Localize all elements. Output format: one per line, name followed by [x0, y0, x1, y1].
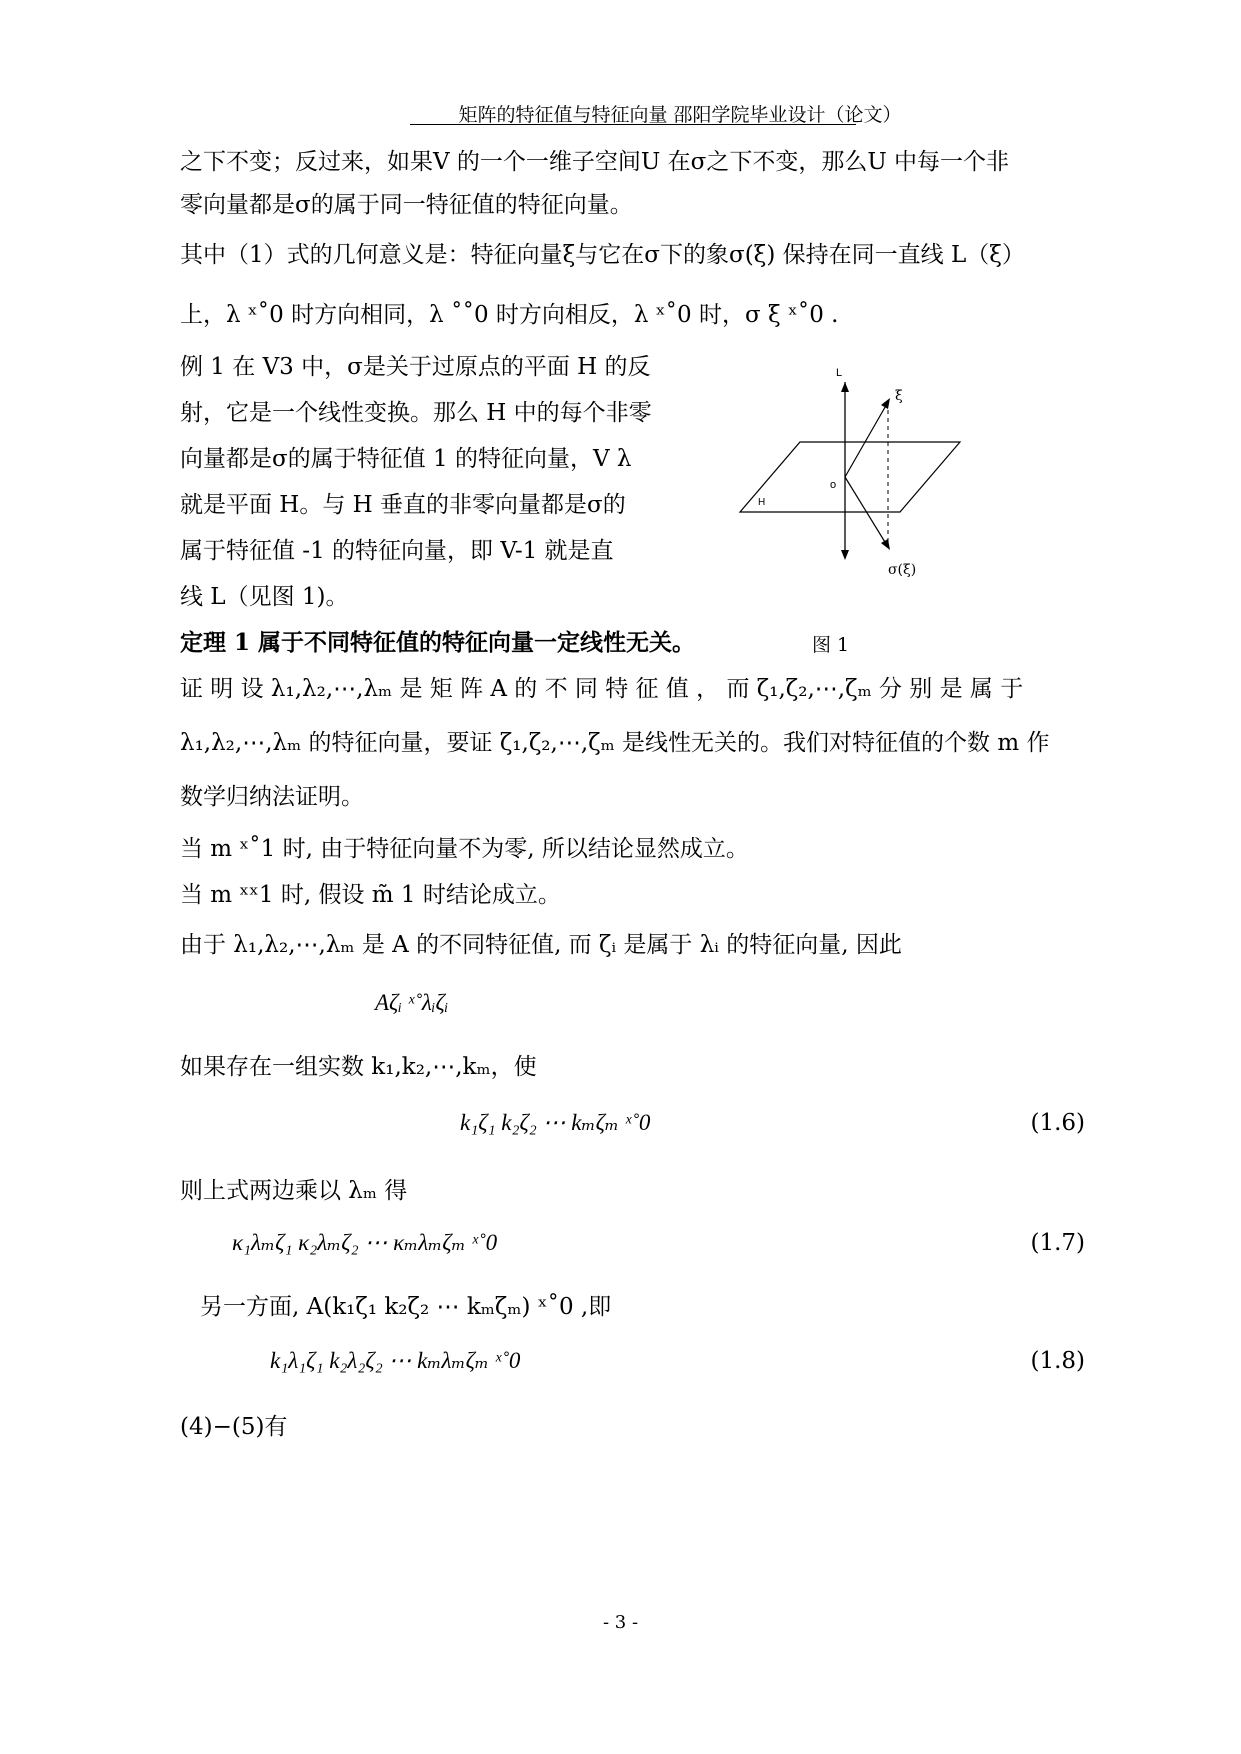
- label-sigma-xi: σ(ξ): [888, 562, 917, 578]
- vector-xi: [845, 402, 888, 477]
- label-l: L: [836, 367, 843, 379]
- text-line: 射，它是一个线性变换。那么 H 中的每个非零: [180, 400, 652, 426]
- text-line: 之下不变；反过来，如果V 的一个一维子空间U 在σ之下不变，那么U 中每一个非: [180, 149, 1010, 175]
- reflection-diagram: [740, 367, 970, 582]
- line-l-arrow-down: [841, 550, 849, 560]
- text-line: 当 m ˣ˚1 时, 由于特征向量不为零, 所以结论显然成立。: [180, 836, 749, 862]
- label-h: H: [758, 497, 766, 508]
- text-line: 属于特征值 -1 的特征向量，即 V-1 就是直: [180, 538, 614, 564]
- text-line: λ₁,λ₂,⋯,λₘ 的特征向量，要证 ζ₁,ζ₂,⋯,ζₘ 是线性无关的。我们对特征值的个数 m 作: [180, 730, 1050, 756]
- figure-caption: 图 1: [812, 634, 850, 656]
- text-line: 另一方面, A(k₁ζ₁ k₂ζ₂ ⋯ kₘζₘ) ˣ˚0 ,即: [200, 1294, 612, 1320]
- label-xi: ξ: [895, 388, 903, 404]
- text-line: 线 L（见图 1)。: [180, 584, 349, 610]
- text-line: 如果存在一组实数 k₁,k₂,⋯,kₘ，使: [180, 1054, 537, 1080]
- text-line: 则上式两边乘以 λₘ 得: [180, 1178, 408, 1204]
- text-line: 就是平面 H。与 H 垂直的非零向量都是σ的: [180, 492, 626, 518]
- proof-line: 证 明 设 λ₁,λ₂,⋯,λₘ 是 矩 阵 A 的 不 同 特 征 值 ， 而 ζ₁,ζ₂,⋯,ζₘ 分 别 是 属 于: [180, 676, 1024, 702]
- text-line: 零向量都是σ的属于同一特征值的特征向量。: [180, 192, 633, 218]
- text-line: 向量都是σ的属于特征值 1 的特征向量，V λ: [180, 446, 632, 472]
- equation-1-8: k₁λ₁ζ₁ k₂λ₂ζ₂ ⋯ kₘλₘζₘ ˣ˚0: [270, 1348, 521, 1373]
- header-underline: [410, 124, 856, 125]
- equation-1-7: κ₁λₘζ₁ κ₂λₘζ₂ ⋯ κₘλₘζₘ ˣ˚0: [232, 1230, 498, 1255]
- equation-1-6: k₁ζ₁ k₂ζ₂ ⋯ kₘζₘ ˣ˚0: [460, 1110, 651, 1135]
- text-line: 上，λ ˣ˚0 时方向相同，λ ˚˚0 时方向相反，λ ˣ˚0 时，σ ξ ˣ˚0 .: [180, 302, 839, 328]
- text-line: 其中（1）式的几何意义是：特征向量ξ与它在σ下的象σ(ξ) 保持在同一直线 L（ξ）: [180, 242, 1025, 268]
- running-header: 矩阵的特征值与特征向量 邵阳学院毕业设计（论文）: [458, 104, 902, 126]
- vector-xi-arrowhead: [881, 398, 890, 409]
- equation-number: (1.7): [1030, 1230, 1085, 1256]
- equation-number: (1.6): [1030, 1110, 1085, 1136]
- text-line: (4)−(5)有: [180, 1414, 288, 1440]
- equation-number: (1.8): [1030, 1348, 1085, 1374]
- text-line: 由于 λ₁,λ₂,⋯,λₘ 是 A 的不同特征值, 而 ζᵢ 是属于 λᵢ 的特征向量, 因此: [180, 932, 902, 958]
- line-l-arrow-up: [841, 382, 849, 392]
- vector-sigma-xi-arrowhead: [881, 539, 890, 550]
- equation-eigen: Aζᵢ ˣ˚λᵢζᵢ: [375, 990, 449, 1015]
- label-origin: o: [830, 479, 837, 491]
- text-line: 当 m ˣˣ1 时, 假设 m̃ 1 时结论成立。: [180, 882, 561, 908]
- plane-h: [740, 442, 960, 512]
- page-number: - 3 -: [602, 1612, 639, 1633]
- figure-1-reflection: [740, 367, 970, 582]
- theorem-1: 定理 1 属于不同特征值的特征向量一定线性无关。: [180, 629, 696, 656]
- example-1-line: 例 1 在 V3 中，σ是关于过原点的平面 H 的反: [180, 354, 651, 380]
- text-line: 数学归纳法证明。: [180, 784, 364, 810]
